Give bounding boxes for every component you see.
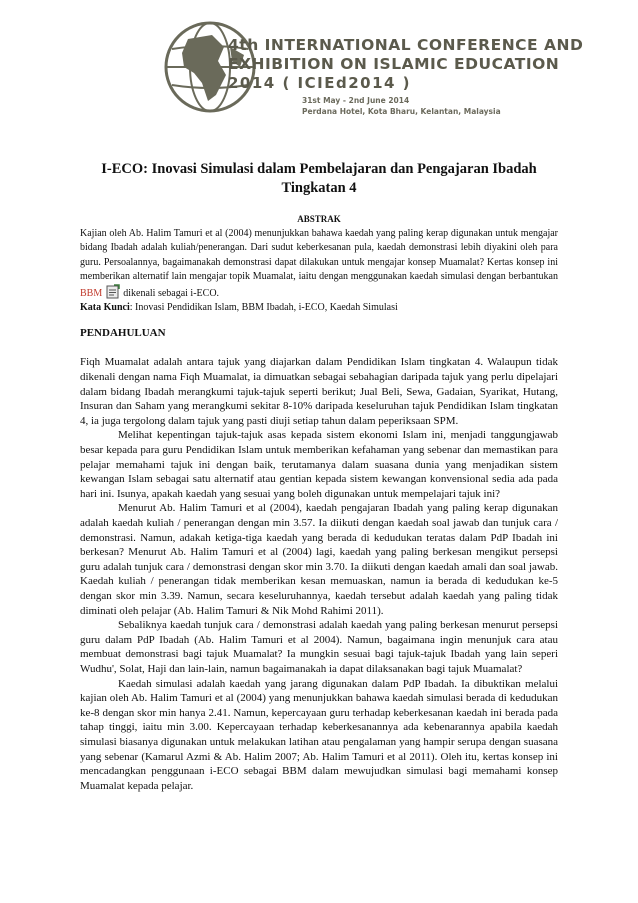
paragraph-2: Melihat kepentingan tajuk-tajuk asas kepada sistem ekonomi Islam ini, menjadi tanggungjawab besar kepada para guru Pendidikan Islam untuk memberikan kefahaman yang sebenar dan memastikan para pelajar memahami tajuk ini dengan baik, terutamanya dalam suasana dunia yang menjadikan sistem kewangan Islam sebagai satu alternatif atau gentian kepada sistem kewangan konvensional sedia ada pada hari ini. Isunya, apakah kaedah yang sesuai yang boleh digunakan untuk mempelajari tajuk ini? <box>80 429 558 500</box>
keywords-text: : Inovasi Pendidikan Islam, BBM Ibadah, i-ECO, Kaedah Simulasi <box>129 302 398 314</box>
paragraph-5: Kaedah simulasi adalah kaedah yang jarang digunakan dalam PdP Ibadah. Ia dibuktikan melalui kajian oleh Ab. Halim Tamuri et al (2004) yang menunjukkan bahawa kaedah simulasi berada di kedudukan ke-8 dengan skor min hanya 2.41. Namun, kepercayaan guru terhadap keberkesanan kaedah ini berada pada tahap tinggi, iaitu min 3.00. Kepercayaan terhadap keberkesanannya ada kebenarannya apabila kaedah simulasi biasanya digunakan untuk melakukan latihan atau pengalaman yang hampir serupa dengan suasana yang sebenar (Kamarul Azmi & Ab. Halim 2007; Ab. Halim Tamuri et al 2011). Oleh itu, kertas konsep ini mencadangkan penggunaan i-ECO sebagai BBM dalam mewujudkan simulasi bagi memahami konsep Muamalat kepada pelajar. <box>80 677 558 792</box>
abstract-heading: ABSTRAK <box>297 214 341 224</box>
keywords-label: Kata Kunci <box>80 302 130 314</box>
paper-body <box>80 160 558 793</box>
paper-title: I-ECO: Inovasi Simulasi dalam Pembelajaran dan Pengajaran Ibadah Tingkatan 4 <box>101 161 537 196</box>
comment-icon[interactable] <box>106 284 120 299</box>
conference-banner <box>160 12 630 142</box>
abstract-end: dikenali sebagai i-ECO. <box>123 288 220 300</box>
abstract-body: Kajian oleh Ab. Halim Tamuri et al (2004) menunjukkan bahawa kaedah yang paling kerap digunakan untuk mengajar bidang Ibadah adalah kuliah/penerangan. Dari sudut keberkesanan pula, kaedah demonstrasi lebih diyakini oleh para guru. Persoalannya, bagaimanakah demonstrasi dapat dilakukan untuk mengajar konsep Muamalat? Kertas konsep ini memberikan alternatif lain mengajar topik Muamalat, iaitu dengan menggunakan kaedah simulasi dengan berbantukan <box>80 228 558 282</box>
section-heading: PENDAHULUAN <box>80 327 166 340</box>
paragraph-1: Fiqh Muamalat adalah antara tajuk yang diajarkan dalam Pendidikan Islam tingkatan 4. Walaupun tidak dikenali dengan nama Fiqh Muamalat, ia dimuatkan sebagai sebahagian daripada tajuk yang perlu dipelajari dalam bidang Ibadah merangkumi tajuk-tajuk seperti berikut; Jual Beli, Sewa, Gadaian, Syarikat, Hutang, Insuran dan Saham yang merangkumi sekitar 8-10% daripada keseluruhan tajuk Pendidikan Islam tingkatan 4, ia juga tergolong dalam tajuk yang pasti diuji setiap tahun dalam peperiksaan SPM. <box>80 356 558 427</box>
conference-line-1: 4th INTERNATIONAL CONFERENCE AND <box>228 36 584 54</box>
paragraph-3: Menurut Ab. Halim Tamuri et al (2004), kaedah pengajaran Ibadah yang paling kerap digunakan adalah kaedah kuliah / penerangan dengan min 3.57. Ia diikuti dengan kaedah soal jawab dan tunjuk cara / demonstrasi. Namun, adakah ketiga-tiga kaedah yang berada di kedudukan teratas dalam PdP Ibadah ini berkesan? Menurut Ab. Halim Tamuri et al (2004) lagi, kaedah yang paling berkesan mengikut persepsi guru adalah tunjuk cara / demonstrasi dengan skor min 3.70. Ia diikuti dengan kaedah amali dan soal jawab. Kaedah kuliah / penerangan tidak memberikan kesan memuaskan, namun ia berada di kedudukan ke-5 dengan skor min 3.39. Namun, secara keseluruhannya, kaedah tersebut adalah kaedah yang paling tidak diminati oleh pelajar (Ab. Halim Tamuri & Nik Mohd Rahimi 2011). <box>80 502 558 617</box>
abstract-text <box>80 227 558 301</box>
conference-venue: Perdana Hotel, Kota Bharu, Kelantan, Malaysia <box>302 107 501 116</box>
conference-line-3: 2014 ( ICIEd2014 ) <box>228 74 412 92</box>
conference-line-2: EXHIBITION ON ISLAMIC EDUCATION <box>228 55 560 73</box>
keywords <box>80 301 558 315</box>
conference-date: 31st May - 2nd June 2014 <box>302 96 410 105</box>
paragraph-4: Sebaliknya kaedah tunjuk cara / demonstrasi adalah kaedah yang paling berkesan menurut persepsi guru dalam PdP Ibadah (Ab. Halim Tamuri et al 2004). Namun, bagaimana ingin menunjuk cara atau membuat demonstrasi bagi tajuk Muamalat? Ia mungkin sesuai bagi tajuk-tajuk Ibadah yang lain seperi Wudhu', Solat, Haji dan lain-lain, namun bagaimanakah ia dapat dilaksanakan bagi tajuk Muamalat? <box>80 619 558 675</box>
conference-title <box>228 36 628 116</box>
abstract-bbm: BBM <box>80 288 103 300</box>
